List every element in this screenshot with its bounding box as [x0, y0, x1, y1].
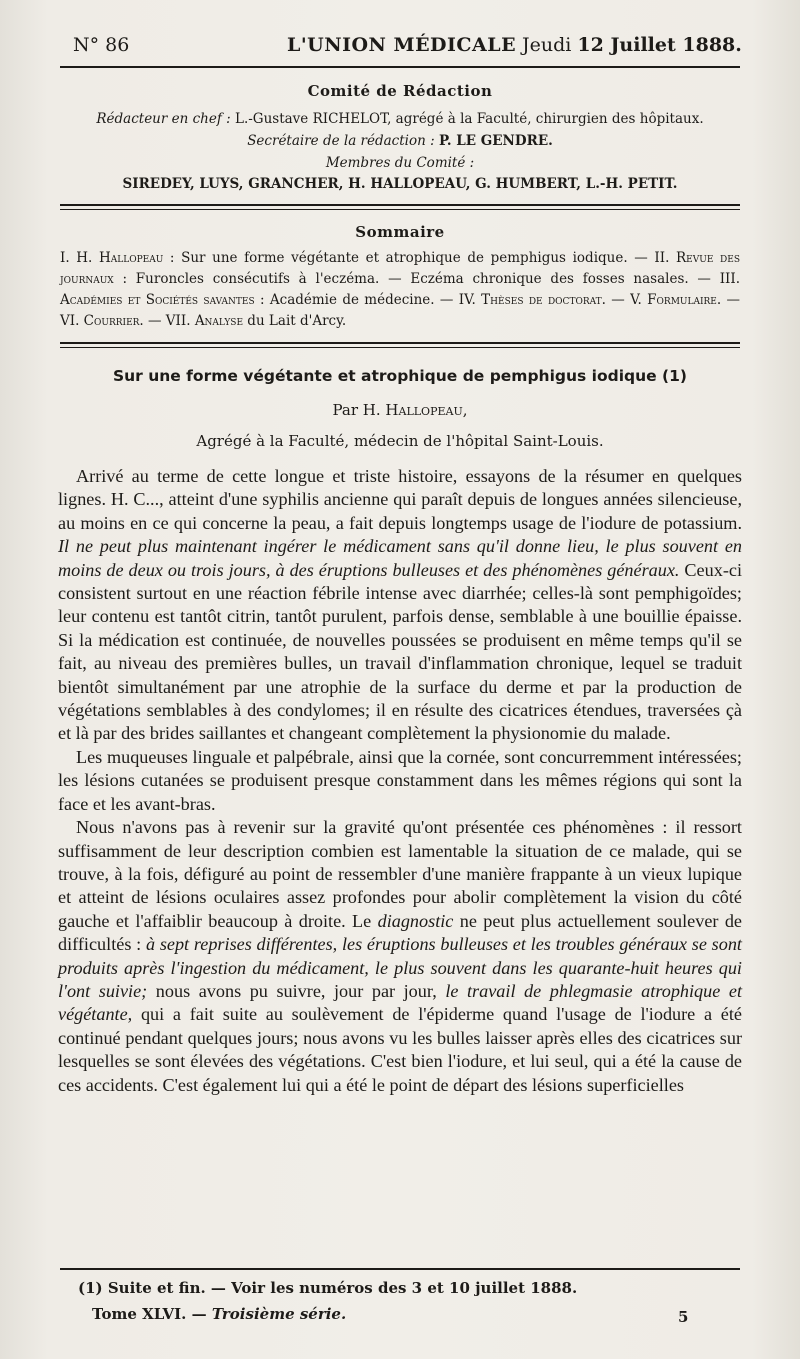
sommaire-head: Thèses de doctorat [481, 292, 602, 308]
printer-signature: 5 [678, 1308, 689, 1326]
text-run-italic: diagnostic [377, 910, 454, 931]
sommaire-num: III. [719, 271, 740, 287]
issue-date [522, 34, 742, 56]
article-title: Sur une forme végétante et atrophique de pemphigus iodique (1) [112, 367, 688, 385]
page-header [0, 30, 800, 64]
author-name: Hallopeau, [385, 401, 468, 419]
membres-names: SIREDEY, LUYS, GRANCHER, H. HALLOPEAU, G. HUMBERT, L.-H. PETIT. [122, 176, 678, 192]
text-run-italic: à sept reprises différentes, les éruptions bulleuses et les troubles généraux se sont produits après l'ingestion du médicament, le plus souvent dans les quarante-huit heures qui l'ont suivie; [58, 934, 742, 1001]
secretaire-value: P. LE GENDRE. [438, 133, 553, 149]
sommaire-item [60, 313, 166, 329]
secretaire-line [58, 130, 742, 152]
issue-date-value: 12 Juillet 1888. [577, 34, 742, 56]
sommaire-item [459, 292, 630, 308]
sommaire-text: : Académie de médecine. — [254, 292, 459, 308]
sommaire-num: I. [60, 250, 70, 266]
paragraph-1 [58, 465, 742, 746]
author-affiliation: Agrégé à la Faculté, médecin de l'hôpital Saint-Louis. [196, 432, 604, 450]
text-run: Arrivé au terme de cette longue et triste histoire, essayons de la résumer en quelques lignes. H. C..., atteint d'une syphilis ancienne qui paraît depuis de longues années silencieuse, au moins en ce qui concerne la peau, a fait depuis longtemps usage de l'iodure de potassium. [58, 466, 742, 533]
sommaire-rule-bottom [60, 347, 740, 348]
sommaire-head: Revue des journaux [60, 250, 740, 287]
paragraph-2: Les muqueuses linguale et palpébrale, ainsi que la cornée, sont concurremment intéressées; les lésions cutanées se produisent presque constamment dans les mêmes régions qui sont la face et les avant-bras. [58, 746, 742, 814]
text-run: Nous n'avons pas à revenir sur la gravité qu'ont présentée ces phénomènes : il ressort suffisamment de leur description combien est lamentable la situation de ce malade, qui se trouve, à la fois, défiguré au point de ressembler d'une manière frappante à un vieux lupique et atteint de lésions oculaires assez profondes pour abolir complètement la vision du côté gauche et l'affaiblir beaucoup à droite. Le [58, 817, 742, 931]
sommaire-text: : Furoncles consécutifs à l'eczéma. — Eczéma chronique des fosses nasales. — [113, 271, 720, 287]
journal-title: L'UNION MÉDICALE [287, 34, 517, 56]
text-run: nous avons pu suivre, jour par jour, [147, 980, 446, 1001]
sommaire-num: VI. [60, 313, 80, 329]
membres-value [58, 173, 742, 195]
sommaire-head: Académies et Sociétés savantes [60, 292, 255, 308]
sommaire-head: H. Hallopeau [76, 250, 164, 266]
sommaire-text: . — [139, 313, 166, 329]
sommaire-text: . — [601, 292, 631, 308]
sommaire-num: V. [630, 292, 642, 308]
issue-number: N° 86 [73, 34, 130, 56]
sommaire-text: . — [716, 292, 741, 308]
comite-rule-bottom [60, 209, 740, 210]
secretaire-label: Secrétaire de la rédaction : [247, 133, 435, 149]
text-run: ne peut plus actuellement soulever de difficultés : [58, 910, 742, 955]
footnote: (1) Suite et fin. — Voir les numéros des 3 et 10 juillet 1888. [78, 1279, 578, 1297]
tome-label: Tome XLVI. — [92, 1305, 207, 1323]
sommaire-num: VII. [165, 313, 191, 329]
sommaire-title: Sommaire [355, 223, 445, 241]
sommaire-num: II. [654, 250, 670, 266]
issue-day: Jeudi [522, 34, 572, 56]
text-run: Ceux-ci consistent surtout en une réaction fébrile intense avec diarrhée; celles-là sont pemphigoïdes; leur contenu est tantôt citrin, tantôt purulent, parfois dense, semblable à une bouillie épaisse. Si la médication est continuée, de nouvelles poussées se produisent en même temps qu'il se fait, au niveau des premières bulles, un travail d'inflammation chronique, lequel se traduit bientôt simultanément par une atrophie de la surface du derme et par la production de végétations semblables à des condylomes; il en résulte des cicatrices étendues, traversées çà et là par des brides saillantes et changeant complètement la physionomie du malade. [58, 559, 743, 744]
author-prefix: Par H. [332, 401, 381, 419]
sommaire-head: Analyse [194, 313, 244, 329]
article-body [58, 465, 742, 1097]
sommaire-num: IV. [458, 292, 476, 308]
redacteur-label: Rédacteur en chef : [96, 111, 231, 127]
page-footer [92, 1305, 346, 1323]
text-run: qui a fait suite au soulèvement de l'épiderme quand l'usage de l'iodure a été continué pendant quelques jours; nous avons vu les bulles laisser après elles des cicatrices sur lesquelles se sont élevées des végétations. C'est bien l'iodure, et lui seul, qui a été la cause de ces accidents. C'est également lui qui a été le point de départ des lésions superficielles [58, 1004, 742, 1095]
text-run-italic: le travail de phlegmasie atrophique et végétante, [58, 980, 742, 1025]
sommaire-text: du Lait d'Arcy. [243, 313, 347, 329]
header-rule [60, 66, 740, 68]
sommaire-item [60, 250, 654, 266]
redacteur-line [58, 108, 742, 130]
sommaire-head: Courrier [83, 313, 140, 329]
sommaire-list [60, 248, 740, 332]
serie-label: Troisième série. [211, 1305, 347, 1323]
footnote-rule [60, 1268, 740, 1270]
sommaire-text: : Sur une forme végétante et atrophique de pemphigus iodique. — [163, 250, 655, 266]
article-author [60, 401, 740, 419]
sommaire-item [630, 292, 740, 308]
paragraph-3 [58, 816, 742, 1097]
redacteur-value: L.-Gustave RICHELOT, agrégé à la Faculté, chirurgien des hôpitaux. [234, 111, 704, 127]
text-run-italic: Il ne peut plus maintenant ingérer le médicament sans qu'il donne lieu, le plus souvent en moins de deux ou trois jours, à des éruptions bulleuses et des phénomènes généraux. [58, 536, 742, 580]
membres-label [58, 152, 742, 174]
comite-rule-top [60, 204, 740, 206]
membres-label-text: Membres du Comité : [325, 155, 475, 171]
sommaire-rule-top [60, 342, 740, 344]
sommaire-head: Formulaire [647, 292, 717, 308]
sommaire-item [166, 313, 346, 329]
comite-title: Comité de Rédaction [307, 82, 493, 100]
